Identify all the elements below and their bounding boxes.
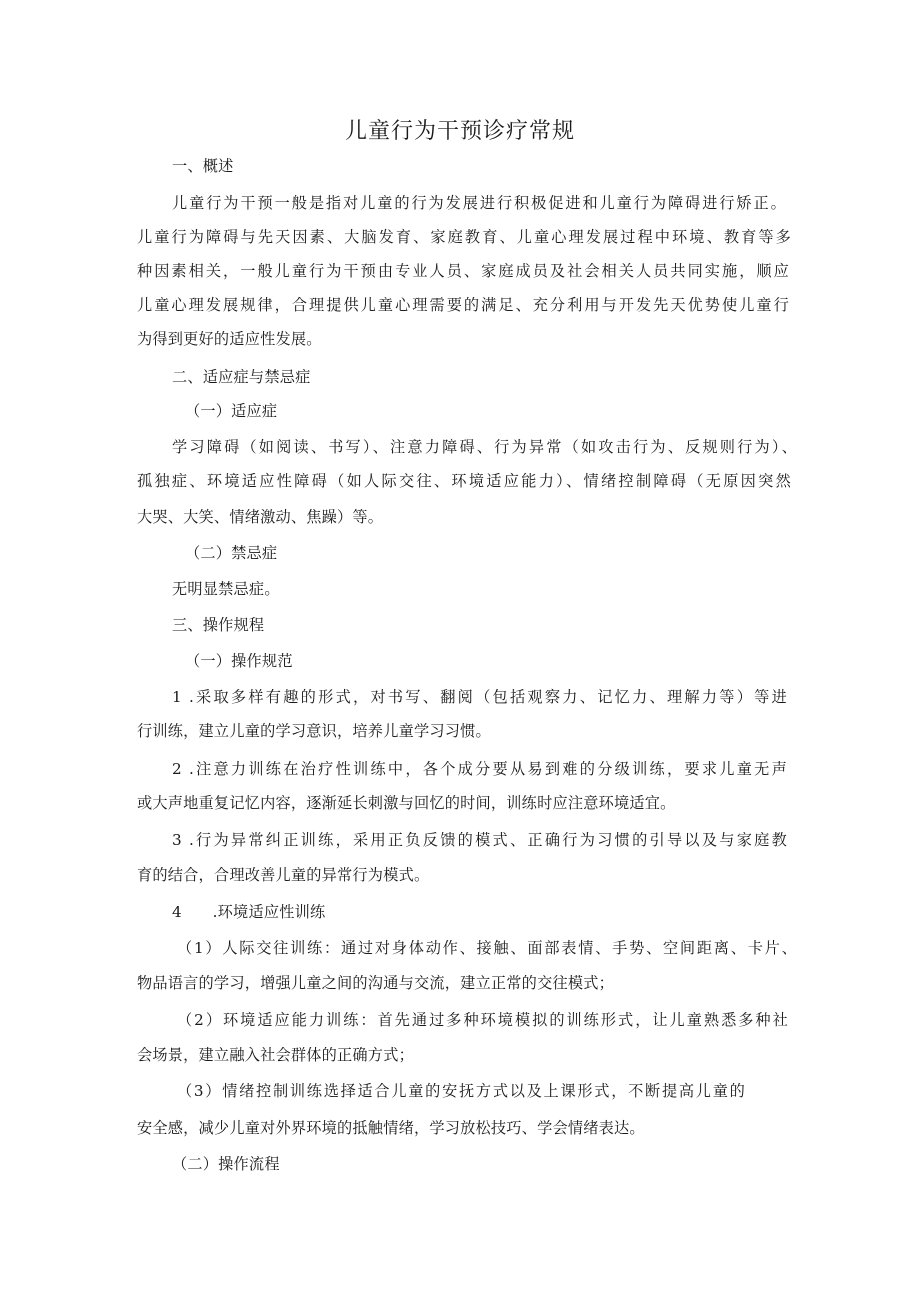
paragraph-line: 2 .注意力训练在治疗性训练中，各个成分要从易到难的分级训练，要求儿童无声 [172,760,787,778]
paragraph-line: 行训练，建立儿童的学习意识，培养儿童学习习惯。 [137,722,491,740]
paragraph-line: 孤独症、环境适应性障碍（如人际交往、环境适应能力）、情绪控制障碍（无原因突然 [137,472,791,490]
paragraph-line: 物品语言的学习，增强儿童之间的沟通与交流，建立正常的交往模式； [137,974,615,992]
section-heading-indications: 二、适应症与禁忌症 [172,368,311,386]
paragraph-line: 无明显禁忌症。 [172,580,280,598]
subsection-heading: （一）适应症 [185,402,278,420]
paragraph-line: 安全感，减少儿童对外界环境的抵触情绪，学习放松技巧、学会情绪表达。 [137,1119,645,1137]
paragraph-line: （1）人际交往训练：通过对身体动作、接触、面部表情、手势、空间距离、卡片、 [177,939,797,957]
subsection-heading: （一）操作规范 [185,652,293,670]
paragraph-line: 大哭、大笑、情绪激动、焦躁）等。 [137,508,384,526]
paragraph-line: 4 .环境适应性训练 [172,903,326,921]
subsection-heading: （二）禁忌症 [185,544,278,562]
paragraph-line: 会场景，建立融入社会群体的正确方式； [137,1046,414,1064]
section-heading-overview: 一、概述 [172,157,234,175]
paragraph-line: （2）环境适应能力训练：首先通过多种环境模拟的训练形式，让儿童熟悉多种社 [177,1011,788,1029]
paragraph-line: 或大声地重复记忆内容，逐渐延长刺激与回忆的时间，训练时应注意环境适宜。 [137,794,676,812]
paragraph-line: 种因素相关，一般儿童行为干预由专业人员、家庭成员及社会相关人员共同实施，顺应 [137,262,789,280]
paragraph-line: （3）情绪控制训练选择适合儿童的安抚方式以及上课形式，不断提高儿童的 [177,1082,745,1100]
paragraph-line: 1 .采取多样有趣的形式，对书写、翻阅（包括观察力、记忆力、理解力等）等进 [172,688,787,706]
paragraph-line: 育的结合，合理改善儿童的异常行为模式。 [137,866,430,884]
paragraph-line: 学习障碍（如阅读、书写）、注意力障碍、行为异常（如攻击行为、反规则行为）、 [172,438,797,456]
paragraph-line: 儿童行为干预一般是指对儿童的行为发展进行积极促进和儿童行为障碍进行矫正。 [172,194,786,212]
subsection-heading: （二）操作流程 [172,1155,280,1173]
paragraph-line: 为得到更好的适应性发展。 [137,330,322,348]
section-heading-procedure: 三、操作规程 [172,616,265,634]
paragraph-line: 儿童心理发展规律，合理提供儿童心理需要的满足、充分利用与开发先天优势使儿童行 [137,296,789,314]
paragraph-line: 儿童行为障碍与先天因素、大脑发育、家庭教育、儿童心理发展过程中环境、教育等多 [137,228,791,246]
page-title: 儿童行为干预诊疗常规 [344,119,575,144]
paragraph-line: 3 .行为异常纠正训练，采用正负反馈的模式、正确行为习惯的引导以及与家庭教 [172,831,787,849]
